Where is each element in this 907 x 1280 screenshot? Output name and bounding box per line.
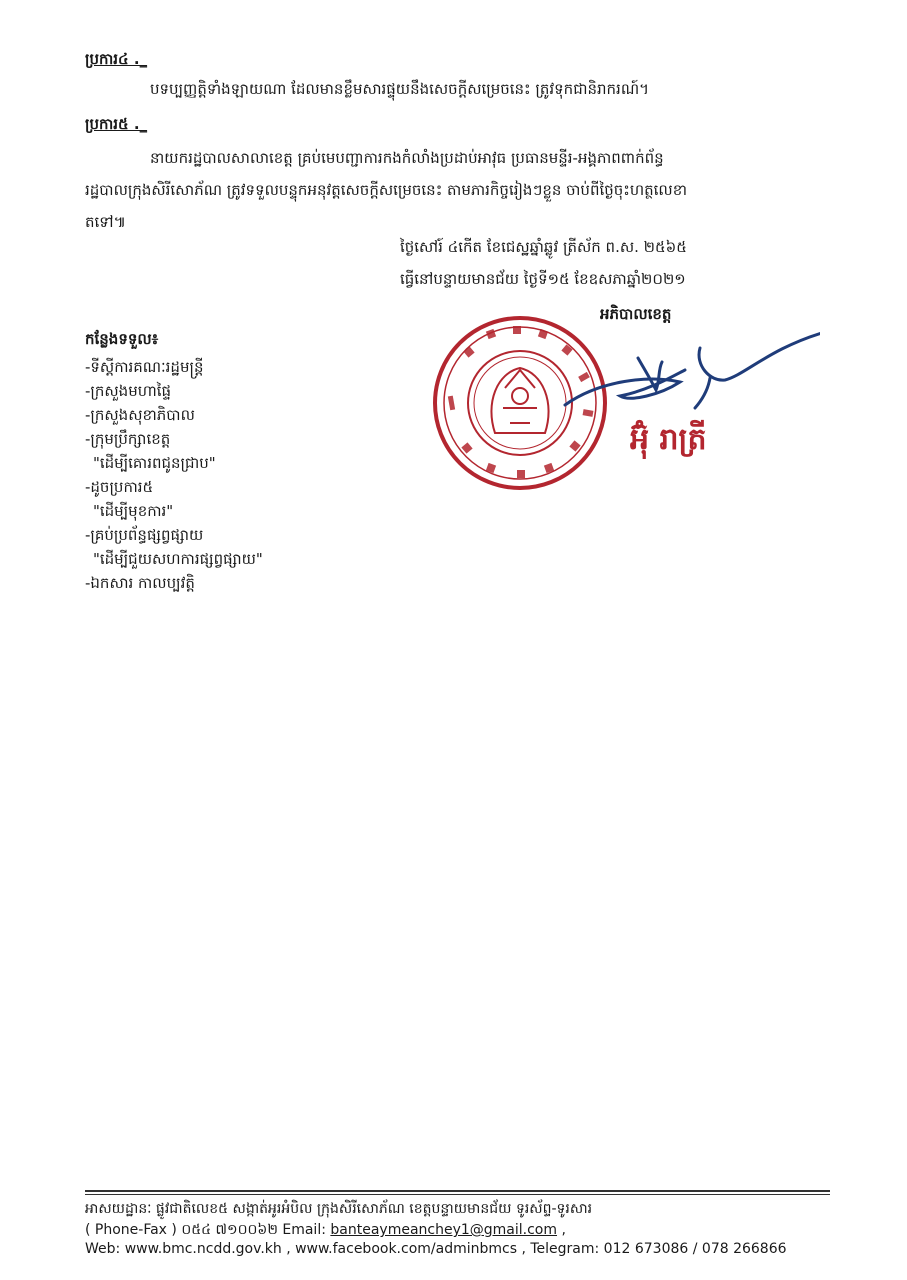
recipient-as-article-5: -ដូចប្រការ៥: [85, 478, 154, 496]
recipient-council-of-ministers: -ទីស្តីការគណៈរដ្ឋមន្ត្រី: [85, 358, 204, 376]
footer-divider-thin: [85, 1194, 830, 1195]
recipient-note-for-dissemination: "ដើម្បីជួយសហការផ្សព្វផ្សាយ": [93, 550, 263, 568]
recipient-provincial-council: -ក្រុមប្រឹក្សាខេត្ត: [85, 430, 171, 448]
signer-title: អភិបាលខេត្ត: [600, 305, 672, 323]
recipient-note-for-action: "ដើម្បីមុខការ": [93, 502, 174, 520]
article-4-heading: ប្រការ៤ ._: [85, 50, 148, 68]
recipient-ministry-interior: -ក្រសួងមហាផ្ទៃ: [85, 382, 172, 400]
footer-phone: ( Phone-Fax ) ០៥៤ ៧១០០៦២ Email:: [85, 1222, 326, 1238]
footer-address: អាសយដ្ឋានៈ ផ្លូវជាតិលេខ៥ សង្កាត់អូរអំបិល ក្រុងសិរីសោភ័ណ ខេត្តបន្ទាយមានជ័យ ទូរស័ព្ទ-ទូរសារ: [85, 1201, 593, 1217]
solar-date: ធ្វើនៅបន្ទាយមានជ័យ ថ្ងៃទី១៥ ខែឧសភាឆ្នាំ២០២១: [400, 270, 686, 288]
footer-contact-line: [85, 1220, 566, 1241]
recipient-note-for-information: "ដើម្បីគោរពជូនជ្រាប": [93, 454, 216, 472]
signer-name: អ៊ុំ រាត្រី: [630, 422, 707, 457]
footer-phone-suffix: ,: [561, 1222, 566, 1238]
recipient-ministry-health: -ក្រសួងសុខាភិបាល: [85, 406, 195, 424]
footer-web: Web: www.bmc.ncdd.gov.kh , www.facebook.com/adminbmcs , Telegram: 012 673086 / 078 266866: [85, 1241, 787, 1257]
article-5-line-2: រដ្ឋបាលក្រុងសិរីសោភ័ណ ត្រូវទទួលបន្ទុកអនុវត្តសេចក្តីសម្រេចនេះ តាមភារកិច្ចរៀងៗខ្លួន ចាប់ពីថ្ងៃចុះហត្ថលេខា: [85, 181, 687, 199]
recipient-media: -គ្រប់ប្រព័ន្ធផ្សព្វផ្សាយ: [85, 526, 204, 544]
article-5-line-3: តទៅ៕: [85, 213, 127, 231]
recipients-list: [85, 355, 263, 595]
recipients-title: កន្លែងទទួល៖: [85, 330, 159, 348]
article-4-body: បទប្បញ្ញត្តិទាំងឡាយណា ដែលមានខ្លឹមសារផ្ទុយនឹងសេចក្តីសម្រេចនេះ ត្រូវទុកជានិរាករណ៍។: [150, 80, 650, 98]
footer-email[interactable]: banteaymeanchey1@gmail.com: [330, 1222, 558, 1238]
article-5-line-1: នាយករដ្ឋបាលសាលាខេត្ត គ្រប់មេបញ្ជាការកងកំលាំងប្រដាប់អាវុធ ប្រធានមន្ទីរ-អង្គភាពពាក់ព័ន្ធ: [150, 149, 664, 167]
footer-divider: [85, 1190, 830, 1192]
article-5-heading: ប្រការ៥ ._: [85, 115, 148, 133]
lunar-date: ថ្ងៃសៅរ៍ ៤កើត ខែជេស្ឋឆ្នាំឆ្លូវ ត្រីស័ក ព.ស. ២៥៦៥: [400, 238, 687, 256]
recipient-archive: -ឯកសារ កាលប្បវត្តិ: [85, 574, 195, 592]
handwritten-signature-icon: [560, 320, 820, 430]
